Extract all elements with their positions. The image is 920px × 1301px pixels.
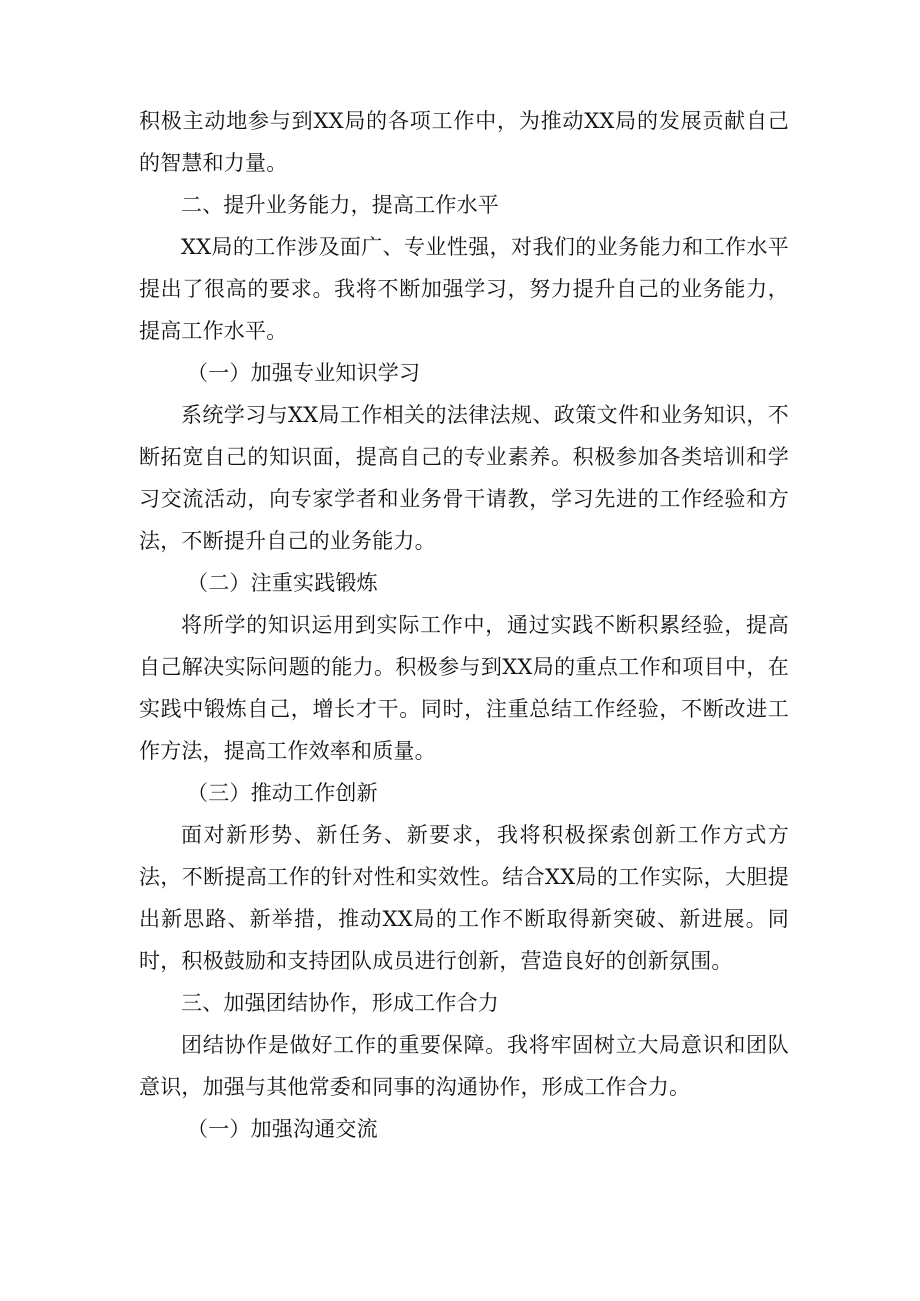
section-heading-3: 三、加强团结协作，形成工作合力 [181, 991, 499, 1015]
paragraph-body: 系统学习与XX局工作相关的法律法规、政策文件和业务知识，不断拓宽自己的知识面，提高自己的专业素养。积极参加各类培训和学习交流活动，向专家学者和业务骨干请教，学习先进的工作经验和方法，不断提升自己的业务能力。 [139, 403, 789, 553]
subsection-heading-2-1: （一）加强专业知识学习 [187, 361, 421, 385]
paragraph-continuation: 积极主动地参与到XX局的各项工作中，为推动XX局的发展贡献自己的智慧和力量。 [139, 109, 789, 175]
subsection-heading-3-1: （一）加强沟通交流 [187, 1117, 378, 1141]
paragraph-body: 将所学的知识运用到实际工作中，通过实践不断积累经验，提高自己解决实际问题的能力。积极参与到XX局的重点工作和项目中，在实践中锻炼自己，增长才干。同时，注重总结工作经验，不断改进工作方法，提高工作效率和质量。 [139, 613, 789, 763]
document-page [139, 100, 789, 1150]
section-heading-2: 二、提升业务能力，提高工作水平 [181, 193, 499, 217]
paragraph-body: XX局的工作涉及面广、专业性强，对我们的业务能力和工作水平提出了很高的要求。我将不断加强学习，努力提升自己的业务能力，提高工作水平。 [139, 235, 789, 343]
subsection-heading-2-2: （二）注重实践锻炼 [187, 571, 378, 595]
paragraph-body: 团结协作是做好工作的重要保障。我将牢固树立大局意识和团队意识，加强与其他常委和同事的沟通协作，形成工作合力。 [139, 1033, 789, 1099]
subsection-heading-2-3: （三）推动工作创新 [187, 781, 378, 805]
paragraph-body: 面对新形势、新任务、新要求，我将积极探索创新工作方式方法，不断提高工作的针对性和实效性。结合XX局的工作实际，大胆提出新思路、新举措，推动XX局的工作不断取得新突破、新进展。同时，积极鼓励和支持团队成员进行创新，营造良好的创新氛围。 [139, 823, 789, 973]
